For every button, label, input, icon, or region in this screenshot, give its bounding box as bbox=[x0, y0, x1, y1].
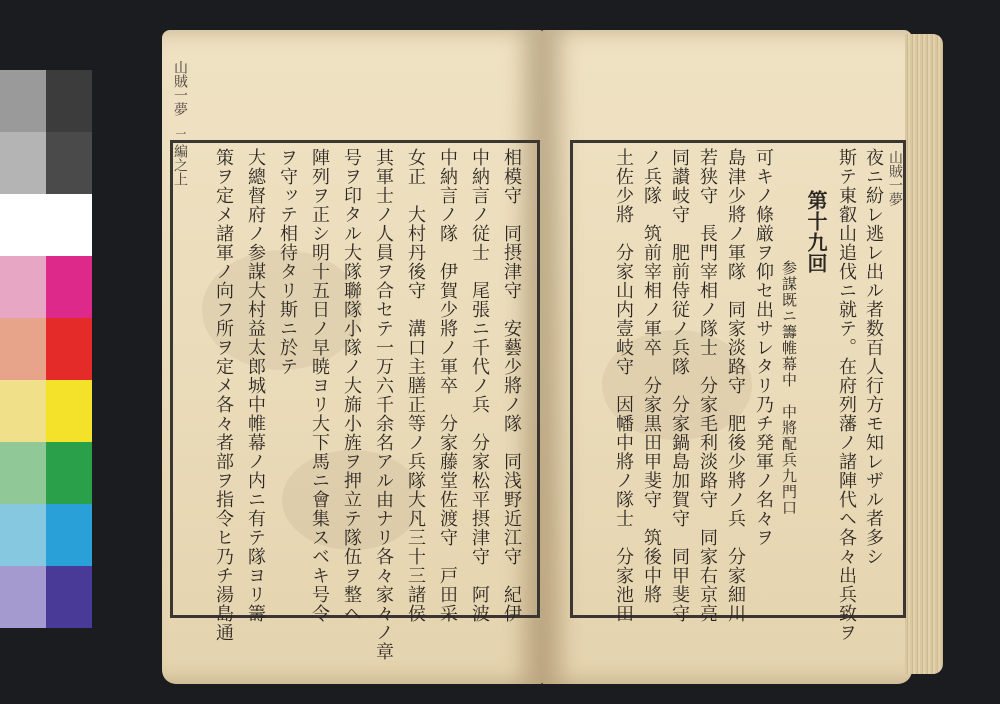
color-patch bbox=[46, 442, 92, 504]
left-column-7: 陣列ヲ正シ明十五日ノ早暁ヨリ大下馬ニ會集スベキ号令 bbox=[309, 148, 330, 623]
color-patch bbox=[46, 256, 92, 318]
left-column-5: 其軍士ノ人員ヲ合セテ一万六千余名アル由ナリ各々家々ノ章 bbox=[373, 148, 394, 661]
color-calibration-chart bbox=[0, 70, 92, 630]
color-patch bbox=[0, 132, 46, 194]
color-patch bbox=[46, 504, 92, 566]
color-patch bbox=[0, 504, 46, 566]
page-stack-edge bbox=[905, 34, 943, 674]
left-column-10: 策ヲ定メ諸軍ノ向フ所ヲ定メ各々者部ヲ指令ヒ乃チ湯島通 bbox=[213, 148, 234, 642]
color-patch bbox=[0, 442, 46, 504]
section-subheading: 参謀既ニ籌帷幕中 中將配兵九門口 bbox=[780, 260, 798, 516]
right-column-8: 土佐少將 分家山内壹岐守 因幡中將ノ隊士 分家池田 bbox=[613, 148, 634, 623]
left-column-3: 中納言ノ隊 伊賀少將ノ軍卒 分家藤堂佐渡守 戸田采 bbox=[437, 148, 458, 623]
color-patch bbox=[0, 256, 46, 318]
color-patch bbox=[46, 566, 92, 628]
right-column-2: 斯テ東叡山追伐ニ就テ。在府列藩ノ諸陣代ヘ各々出兵致ヲ bbox=[836, 148, 857, 642]
section-heading: 第十九回 bbox=[804, 190, 828, 274]
color-patch bbox=[46, 194, 92, 256]
right-column-5: 若狭守 長門宰相ノ隊士 分家毛利淡路守 同家右京亮 bbox=[697, 148, 718, 623]
left-column-6: 号ヲ印タル大隊聯隊小隊ノ大旆小旌ヲ押立テ隊伍ヲ整ヘ bbox=[341, 148, 362, 623]
color-patch bbox=[0, 70, 46, 132]
right-column-4: 島津少將ノ軍隊 同家淡路守 肥後少將ノ兵 分家細川 bbox=[725, 148, 746, 623]
color-patch bbox=[46, 318, 92, 380]
right-column-7: ノ兵隊 筑前宰相ノ軍卒 分家黒田甲斐守 筑後中將 bbox=[641, 148, 662, 604]
right-margin-title: 山賊一夢 bbox=[887, 150, 903, 206]
left-column-2: 中納言ノ従士 尾張ニ千代ノ兵 分家松平摂津守 阿波 bbox=[469, 148, 490, 623]
left-margin-title: 山賊一夢 二編之上 bbox=[172, 60, 188, 186]
color-patch bbox=[0, 380, 46, 442]
left-column-8: ヲ守ッテ相待タリ斯ニ於テ bbox=[277, 148, 298, 376]
left-column-9: 大總督府ノ参謀大村益太郎城中帷幕ノ内ニ有テ隊ヨリ籌 bbox=[245, 148, 266, 623]
color-patch bbox=[0, 194, 46, 256]
color-patch bbox=[0, 566, 46, 628]
left-column-1: 相模守 同摂津守 安藝少將ノ隊 同浅野近江守 紀伊 bbox=[501, 148, 522, 623]
left-column-4: 女正 大村丹後守 溝口主膳正等ノ兵隊大凡三十三諸侯 bbox=[405, 148, 426, 623]
color-patch bbox=[0, 318, 46, 380]
right-column-6: 同讃岐守 肥前侍従ノ兵隊 分家鍋島加賀守 同甲斐守 bbox=[669, 148, 690, 623]
right-column-1: 夜ニ紛レ逃レ出ル者数百人行方モ知レザル者多シ bbox=[863, 148, 884, 566]
color-patch bbox=[46, 132, 92, 194]
right-column-3: 可キノ條厳ヲ仰セ出サレタリ乃チ発軍ノ名々ヲ bbox=[753, 148, 774, 547]
color-patch bbox=[46, 70, 92, 132]
color-patch bbox=[46, 380, 92, 442]
